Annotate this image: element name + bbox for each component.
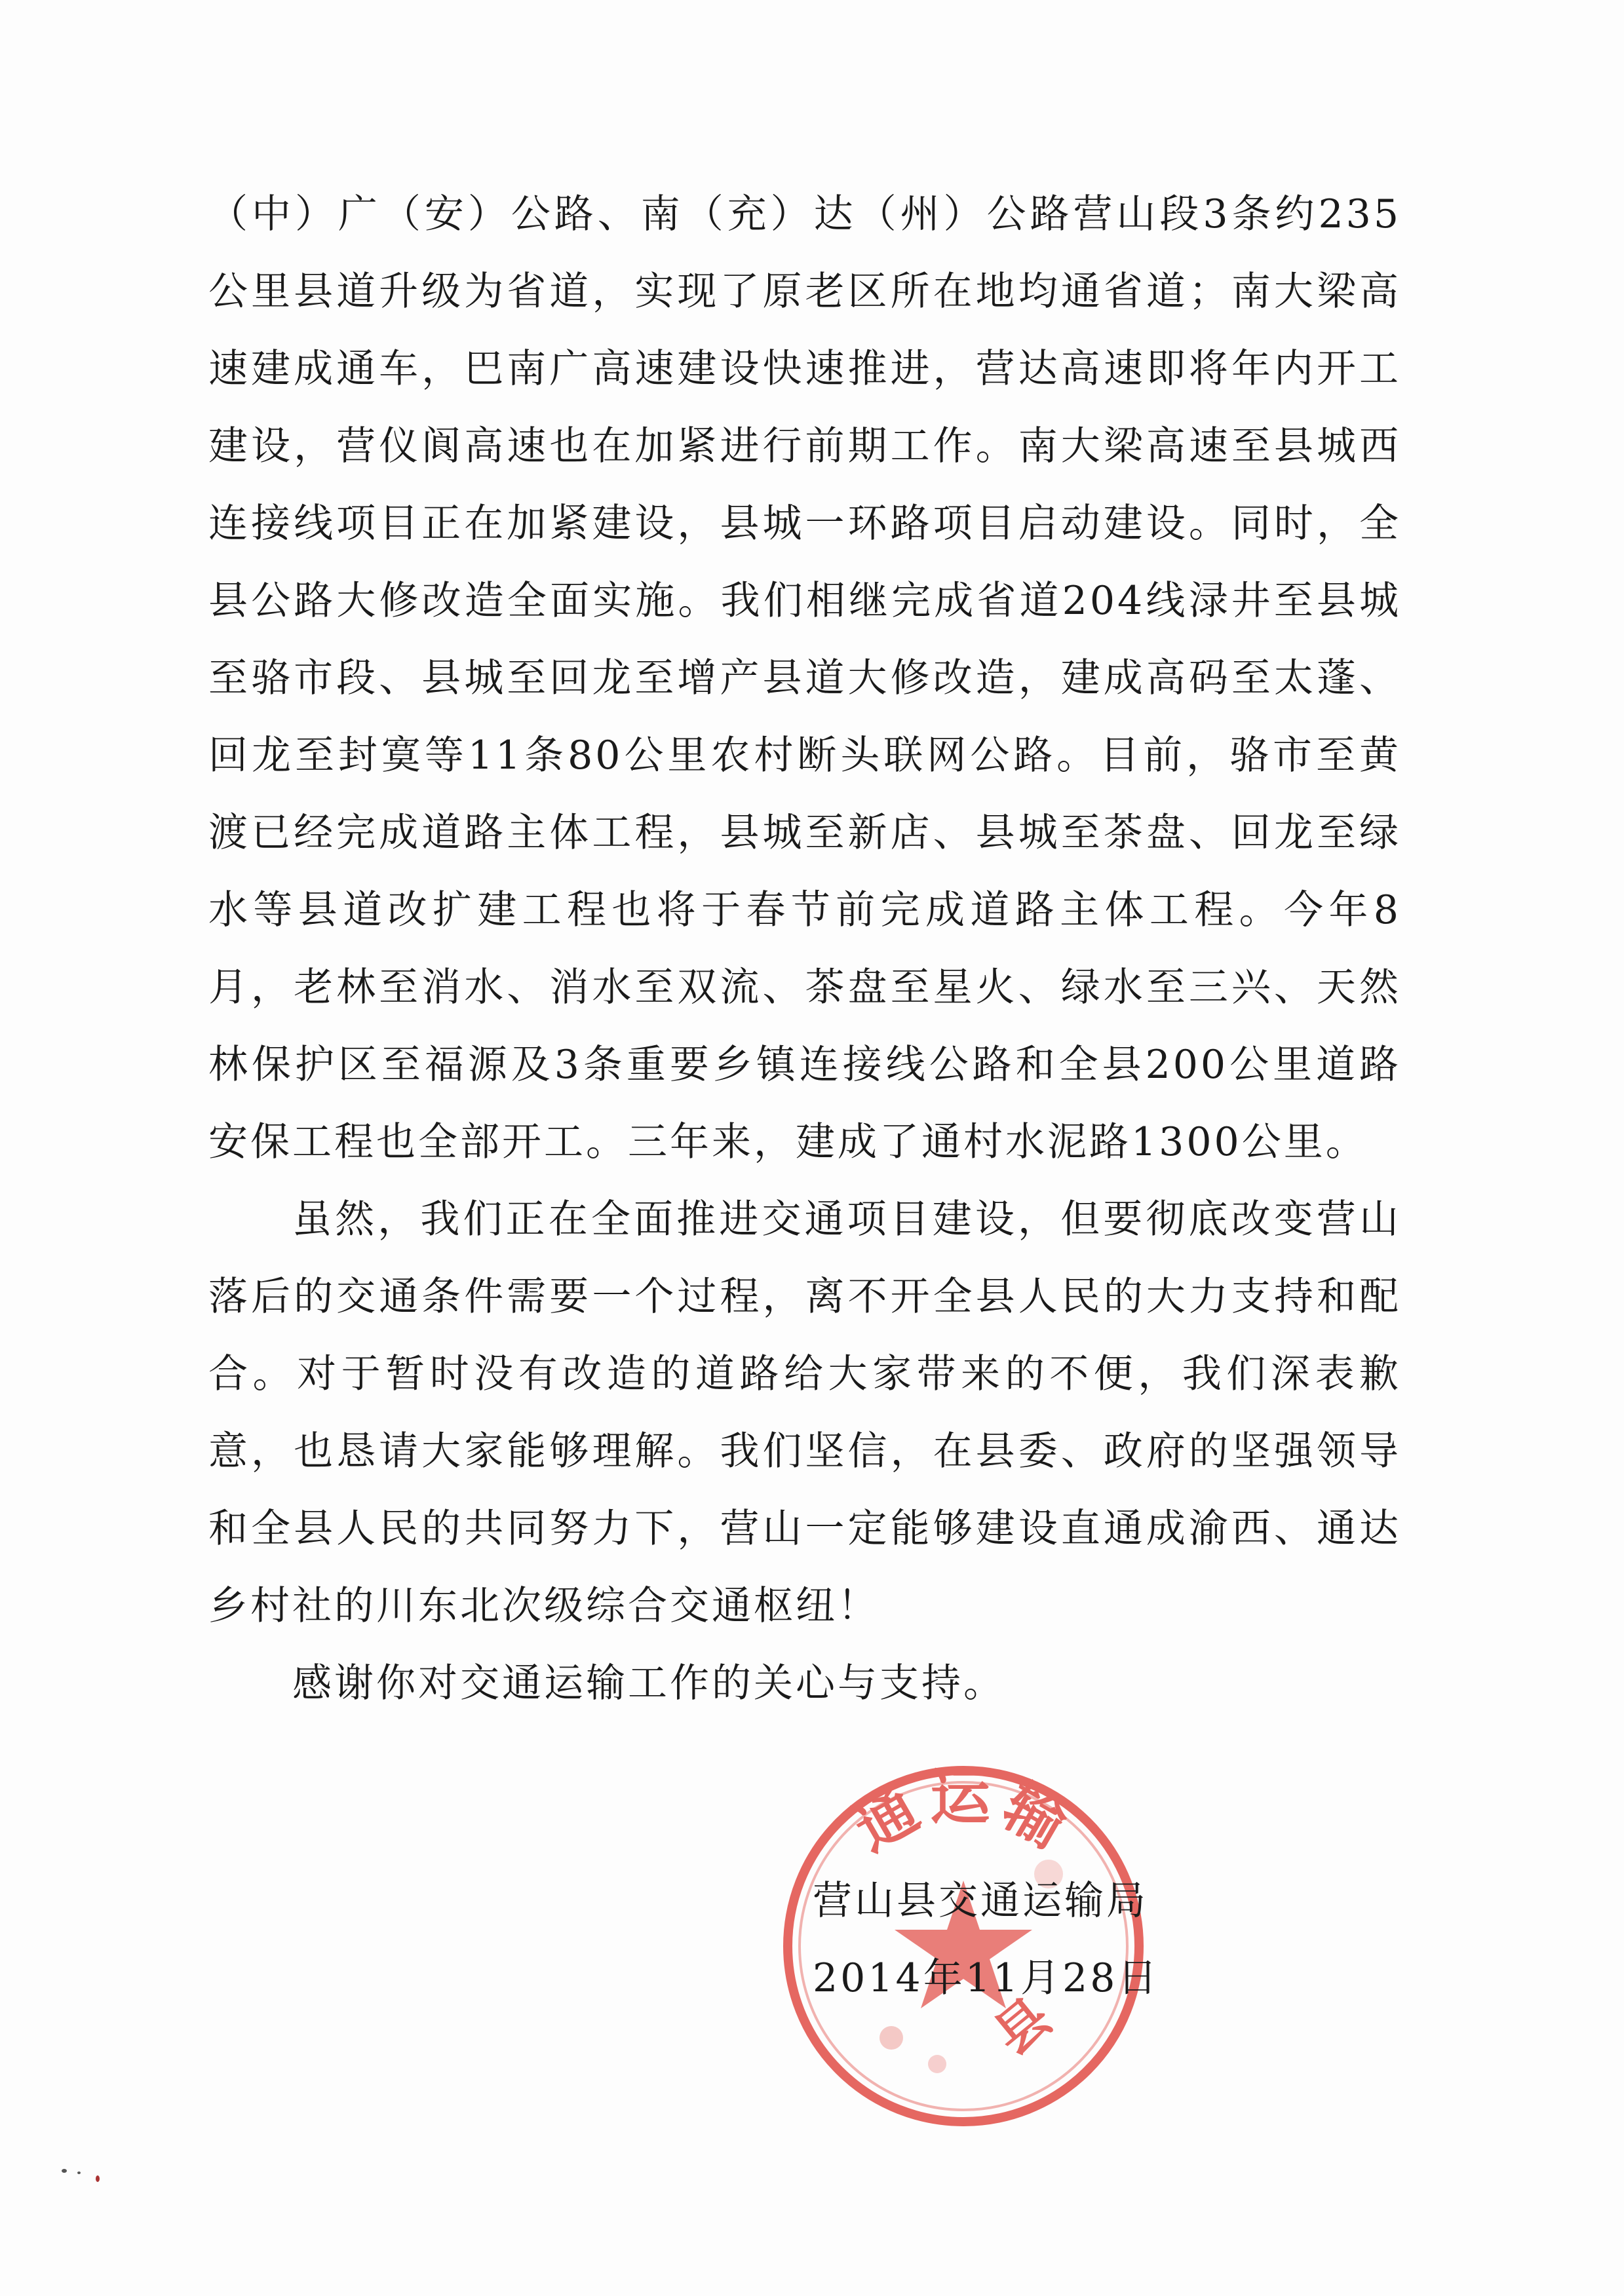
scan-speck bbox=[77, 2172, 81, 2174]
letter-body bbox=[208, 176, 1401, 1722]
paragraph-2: 虽然，我们正在全面推进交通项目建设，但要彻底改变营山落后的交通条件需要一个过程，离不开全县人民的大力支持和配合。对于暂时没有改造的道路给大家带来的不便，我们深表歉意，也恳请大家能够理解。我们坚信，在县委、政府的坚强领导和全县人民的共同努力下，营山一定能够建设直通成渝西、通达乡村社的川东北次级综合交通枢纽！ bbox=[208, 1196, 1401, 1629]
signature-block bbox=[813, 1862, 1219, 2017]
issue-date: 2014年11月28日 bbox=[813, 1955, 1160, 2001]
scan-speck bbox=[96, 2175, 100, 2182]
seal-text-top: 通运输 bbox=[842, 1762, 1085, 1865]
seal-text-bottom: 县 bbox=[982, 1985, 1062, 2067]
issuing-organization: 营山县交通运输局 bbox=[813, 1878, 1148, 1924]
paragraph-1: （中）广（安）公路、南（充）达（州）公路营山段3条约235公里县道升级为省道，实现了原老区所在地均通省道；南大梁高速建成通车，巴南广高速建设快速推进，营达高速即将年内开工建设，营仪阆高速也在加紧进行前期工作。南大梁高速至县城西连接线项目正在加紧建设，县城一环路项目启动建设。同时，全县公路大修改造全面实施。我们相继完成省道204线渌井至县城至骆市段、县城至回龙至增产县道大修改造，建成高码至太蓬、回龙至封寞等11条80公里农村断头联网公路。目前，骆市至黄渡已经完成道路主体工程，县城至新店、县城至茶盘、回龙至绿水等县道改扩建工程也将于春节前完成道路主体工程。今年8月，老林至消水、消水至双流、茶盘至星火、绿水至三兴、天然林保护区至福源及3条重要乡镇连接线公路和全县200公里道路安保工程也全部开工。三年来，建成了通村水泥路1300公里。 bbox=[208, 191, 1401, 1165]
scan-speck bbox=[62, 2169, 67, 2173]
svg-text:通运输 bbox=[842, 1762, 1084, 1865]
paragraph-3: 感谢你对交通运输工作的关心与支持。 bbox=[292, 1660, 1005, 1706]
